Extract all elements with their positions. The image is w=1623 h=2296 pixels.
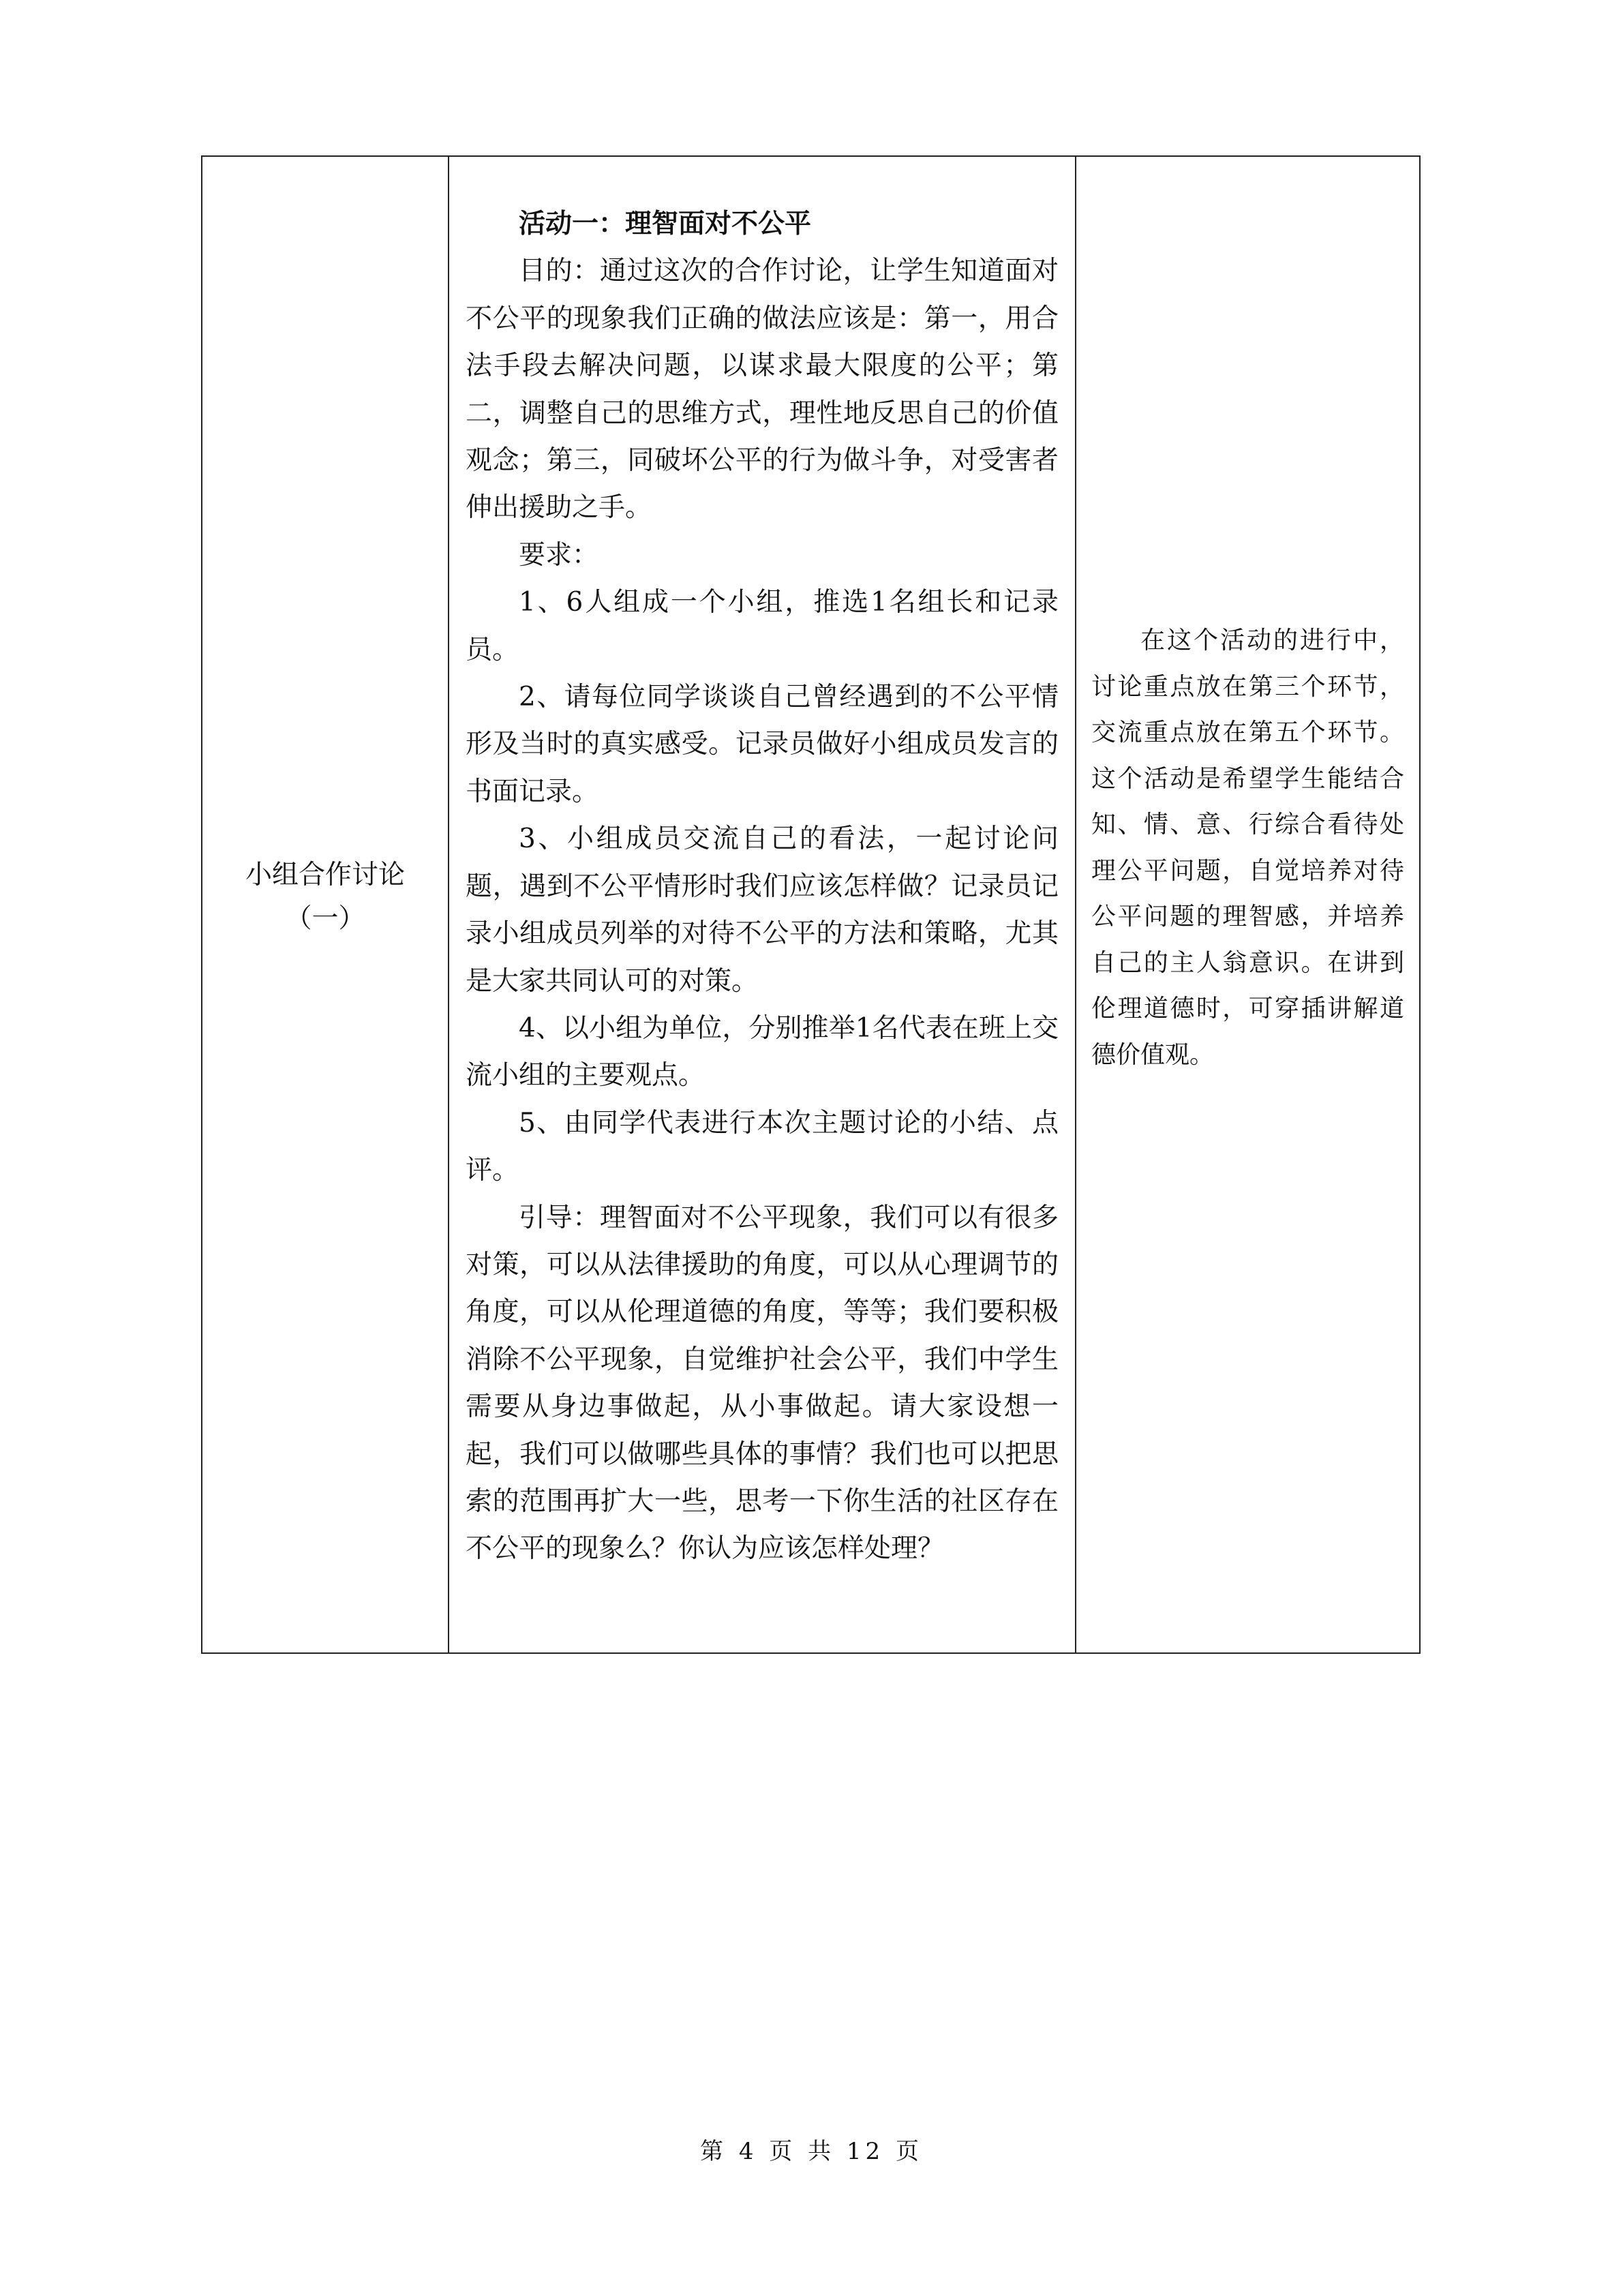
section-label-line2: （一） bbox=[285, 903, 365, 934]
section-label bbox=[202, 854, 448, 941]
requirements-heading: 要求： bbox=[519, 539, 599, 571]
page-footer: 第 4 页 共 12 页 bbox=[700, 2138, 923, 2165]
requirement-item: 4、以小组为单位，分别推举1名代表在班上交流小组的主要观点。 bbox=[466, 1012, 1059, 1091]
lesson-table bbox=[201, 155, 1421, 1654]
requirement-item: 5、由同学代表进行本次主题讨论的小结、点评。 bbox=[466, 1107, 1059, 1186]
activity-content-cell bbox=[449, 157, 1076, 1652]
guidance-paragraph: 引导：理智面对不公平现象，我们可以有很多对策，可以从法律援助的角度，可以从心理调节的角度，可以从伦理道德的角度，等等；我们要积极消除不公平现象，自觉维护社会公平，我们中学生需要从身边事做起，从小事做起。请大家设想一起，我们可以做哪些具体的事情？我们也可以把思索的范围再扩大一些，思考一下你生活的社区存在不公平的现象么？你认为应该怎样处理？ bbox=[466, 1202, 1059, 1565]
activity-purpose: 目的：通过这次的合作讨论，让学生知道面对不公平的现象我们正确的做法应该是：第一，用合法手段去解决问题，以谋求最大限度的公平；第二，调整自己的思维方式，理性地反思自己的价值观念；第三，同破坏公平的行为做斗争，对受害者伸出援助之手。 bbox=[466, 256, 1059, 524]
requirement-item: 2、请每位同学谈谈自己曾经遇到的不公平情形及当时的真实感受。记录员做好小组成员发言的书面记录。 bbox=[466, 682, 1059, 807]
requirement-item: 3、小组成员交流自己的看法，一起讨论问题，遇到不公平情形时我们应该怎样做？记录员记录小组成员列举的对待不公平的方法和策略，尤其是大家共同认可的对策。 bbox=[466, 824, 1059, 997]
activity-title: 活动一：理智面对不公平 bbox=[519, 209, 812, 239]
section-label-line1: 小组合作讨论 bbox=[245, 860, 405, 890]
section-label-cell bbox=[202, 157, 449, 1652]
teacher-note: 在这个活动的进行中，讨论重点放在第三个环节，交流重点放在第五个环节。这个活动是希望学生能结合知、情、意、行综合看待处理公平问题，自觉培养对待公平问题的理智感，并培养自己的主人翁意识。在讲到伦理道德时，可穿插讲解道德价值观。 bbox=[1091, 626, 1404, 1069]
teacher-note-cell bbox=[1076, 157, 1419, 1652]
requirement-item: 1、6人组成一个小组，推选1名组长和记录员。 bbox=[466, 587, 1059, 665]
